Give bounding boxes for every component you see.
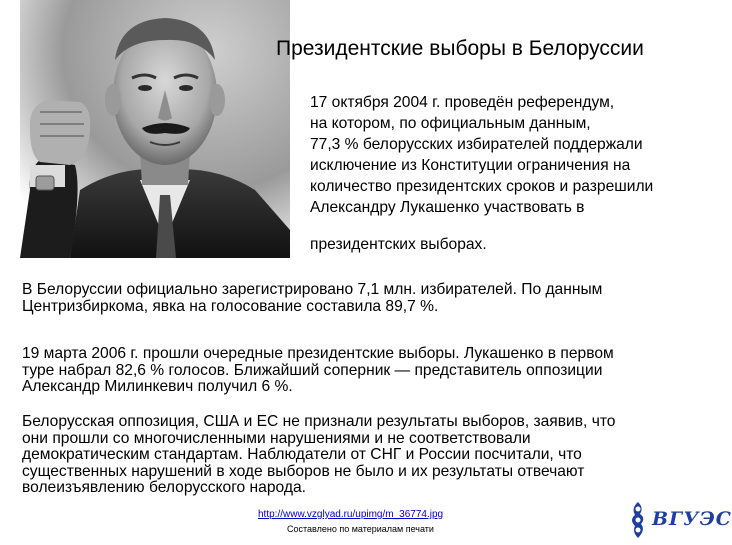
intro-line: исключение из Конституции ограничения на bbox=[310, 157, 631, 174]
paragraph-voters bbox=[22, 282, 712, 315]
paragraph-election-2006 bbox=[22, 346, 712, 396]
university-logo bbox=[624, 500, 732, 540]
paragraph-line: Центризбиркома, явка на голосование составила 89,7 %. bbox=[22, 297, 439, 315]
paragraph-line: демократическим стандартам. Наблюдатели от СНГ и России посчитали, что bbox=[22, 446, 582, 463]
intro-line: 77,3 % белорусских избирателей поддержали bbox=[310, 136, 643, 153]
paragraph-line: они прошли со многочисленными нарушениями и не соответствовали bbox=[22, 429, 531, 447]
intro-line: на котором, по официальным данным, bbox=[310, 115, 591, 132]
intro-text bbox=[310, 92, 715, 255]
logo-emblem-icon bbox=[624, 500, 652, 540]
paragraph-line: Белорусская оппозиция, США и ЕС не признали результаты выборов, заявив, что bbox=[22, 413, 616, 430]
credit-note: Составлено по материалам печати bbox=[287, 524, 434, 534]
paragraph-line: туре набрал 82,6 % голосов. Ближайший соперник — представитель оппозиции bbox=[22, 361, 603, 379]
paragraph-line: существенных нарушений в ходе выборов не было и их результаты отвечают bbox=[22, 462, 585, 480]
portrait-photo bbox=[0, 0, 290, 258]
paragraph-line: Александр Милинкевич получил 6 %. bbox=[22, 378, 293, 395]
intro-line: Александру Лукашенко участвовать в bbox=[310, 199, 585, 216]
paragraph-opposition bbox=[22, 414, 712, 497]
portrait-illustration bbox=[0, 0, 290, 258]
paragraph-line: 19 марта 2006 г. прошли очередные президентские выборы. Лукашенко в первом bbox=[22, 345, 614, 362]
page-title: Президентские выборы в Белоруссии bbox=[276, 37, 644, 60]
paragraph-line: волеизъявлению белорусского народа. bbox=[22, 479, 306, 496]
paragraph-line: В Белоруссии официально зарегистрировано 7,1 млн. избирателей. По данным bbox=[22, 281, 603, 298]
logo-text: ВГУЭС bbox=[652, 508, 732, 530]
source-link[interactable]: http://www.vzglyad.ru/upimg/m_36774.jpg bbox=[258, 509, 444, 520]
intro-line: количество президентских сроков и разрешили bbox=[310, 178, 654, 195]
intro-line: 17 октября 2004 г. проведён референдум, bbox=[310, 94, 615, 111]
intro-line: президентских выборах. bbox=[310, 236, 487, 253]
